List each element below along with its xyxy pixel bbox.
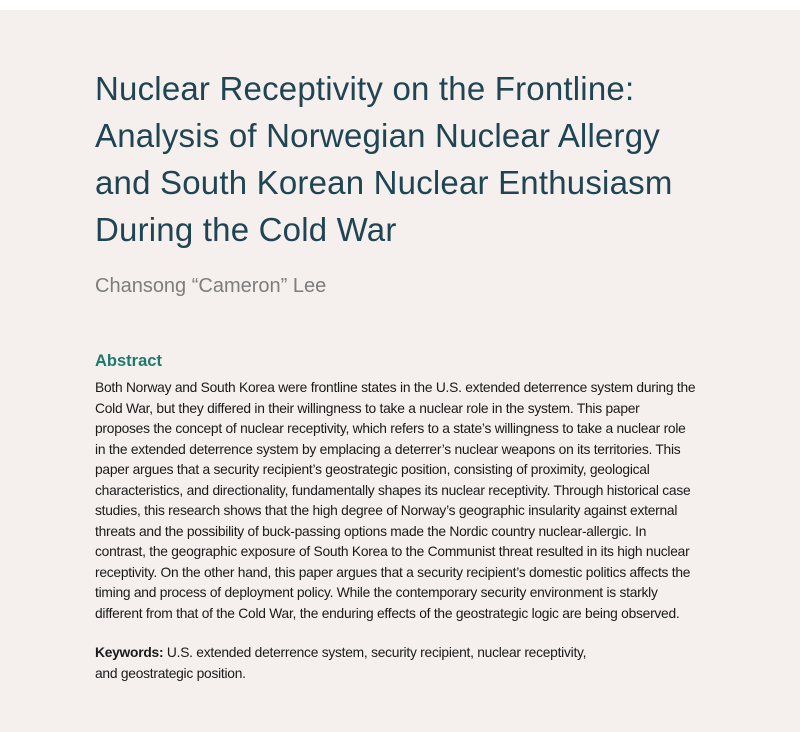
- top-strip: [0, 0, 800, 10]
- author-name: Chansong “Cameron” Lee: [95, 275, 327, 297]
- abstract-heading: Abstract: [95, 352, 162, 370]
- title-line: During the Cold War: [95, 211, 397, 248]
- abstract-line: timing and process of deployment policy. While the contemporary security environment is starkly: [95, 585, 658, 600]
- title-line: Nuclear Receptivity on the Frontline:: [95, 70, 635, 107]
- abstract-line: Cold War, but they differed in their willingness to take a nuclear role in the system. This paper: [95, 400, 640, 416]
- abstract-line: characteristics, and directionality, fundamentally shapes its nuclear receptivity. Through historical case: [95, 482, 691, 498]
- keywords-text: U.S. extended deterrence system, security recipient, nuclear receptivity,: [166, 645, 587, 660]
- title-line: Analysis of Norwegian Nuclear Allergy: [95, 117, 660, 154]
- abstract-line: Both Norway and South Korea were frontline states in the U.S. extended deterrence system during the: [95, 380, 696, 395]
- keywords-line: [95, 643, 586, 664]
- abstract-body: [95, 378, 695, 624]
- title-line: and South Korean Nuclear Enthusiasm: [95, 164, 673, 201]
- abstract-line: contrast, the geographic exposure of South Korea to the Communist threat resulted in its high nuclear: [95, 544, 690, 559]
- abstract-line: proposes the concept of nuclear receptivity, which refers to a state’s willingness to take a nuclear role: [95, 421, 686, 436]
- abstract-line: threats and the possibility of buck-passing options made the Nordic country nuclear-allergic. In: [95, 523, 647, 539]
- abstract-line: receptivity. On the other hand, this paper argues that a security recipient’s domestic politics affects the: [95, 564, 691, 580]
- abstract-line: in the extended deterrence system by emplacing a deterrer’s nuclear weapons on its territories. This: [95, 441, 681, 457]
- abstract-line: paper argues that a security recipient’s geostrategic position, consisting of proximity, geological: [95, 462, 650, 477]
- keywords: [95, 643, 586, 684]
- abstract-line: different from that of the Cold War, the enduring effects of the geostrategic logic are being observed.: [95, 605, 680, 621]
- keywords-label: Keywords:: [95, 645, 164, 660]
- abstract-line: studies, this research shows that the high degree of Norway’s geographic insularity against external: [95, 503, 678, 518]
- paper-title: [95, 65, 673, 253]
- keywords-line: and geostrategic position.: [95, 665, 246, 681]
